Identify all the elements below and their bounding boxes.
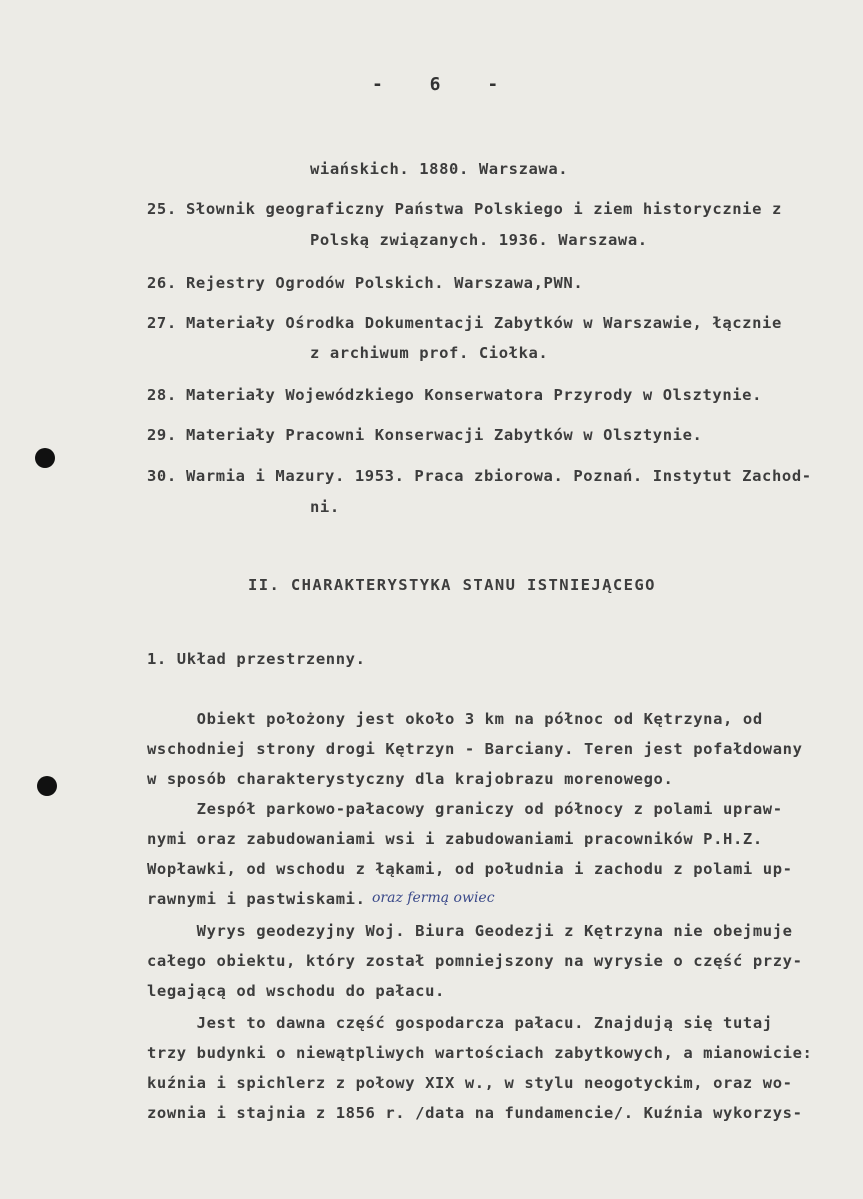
bib-line: z archiwum prof. Ciołka. — [310, 344, 549, 362]
body-line: trzy budynki o niewątpliwych wartościach zabytkowych, a mianowicie: — [147, 1044, 813, 1062]
punch-hole-top — [35, 448, 55, 468]
body-line: legającą od wschodu do pałacu. — [147, 982, 445, 1000]
bib-number: 27. — [147, 314, 177, 332]
bib-number: 28. — [147, 386, 177, 404]
bib-line: ni. — [310, 498, 340, 516]
body-line: zownia i stajnia z 1856 r. /data na fundamencie/. Kuźnia wykorzys- — [147, 1104, 803, 1122]
body-line: Wyrys geodezyjny Woj. Biura Geodezji z Kętrzyna nie obejmuje — [147, 922, 793, 940]
body-line: nymi oraz zabudowaniami wsi i zabudowaniami pracowników P.H.Z. — [147, 830, 763, 848]
body-line: całego obiektu, który został pomniejszony na wyrysie o część przy- — [147, 952, 803, 970]
body-line: wschodniej strony drogi Kętrzyn - Barciany. Teren jest pofałdowany — [147, 740, 803, 758]
bib-line: Słownik geograficzny Państwa Polskiego i ziem historycznie z — [186, 200, 782, 218]
section-heading: II. CHARAKTERYSTYKA STANU ISTNIEJĄCEGO — [248, 576, 656, 594]
bib-line: wiańskich. 1880. Warszawa. — [310, 160, 569, 178]
body-line: Zespół parkowo-pałacowy graniczy od północy z polami upraw- — [147, 800, 783, 818]
bib-number: 30. — [147, 467, 177, 485]
bib-number: 26. — [147, 274, 177, 292]
bib-line: Materiały Wojewódzkiego Konserwatora Przyrody w Olsztynie. — [186, 386, 763, 404]
subsection-heading: 1. Układ przestrzenny. — [147, 650, 366, 668]
bib-line: Materiały Pracowni Konserwacji Zabytków w Olsztynie. — [186, 426, 703, 444]
bib-line: Rejestry Ogrodów Polskich. Warszawa,PWN. — [186, 274, 584, 292]
body-line: kuźnia i spichlerz z połowy XIX w., w stylu neogotyckim, oraz wo- — [147, 1074, 793, 1092]
bib-line: Materiały Ośrodka Dokumentacji Zabytków w Warszawie, łącznie — [186, 314, 782, 332]
body-line: Wopławki, od wschodu z łąkami, od południa i zachodu z polami up- — [147, 860, 793, 878]
bib-number: 29. — [147, 426, 177, 444]
bib-line: Warmia i Mazury. 1953. Praca zbiorowa. Poznań. Instytut Zachod- — [186, 467, 812, 485]
handwritten-annotation: oraz fermą owiec — [372, 890, 495, 906]
bib-line: Polską związanych. 1936. Warszawa. — [310, 231, 648, 249]
page-number: - 6 - — [372, 74, 517, 95]
body-line: rawnymi i pastwiskami. — [147, 890, 366, 908]
body-line: Obiekt położony jest około 3 km na północ od Kętrzyna, od — [147, 710, 763, 728]
body-line: Jest to dawna część gospodarcza pałacu. Znajdują się tutaj — [147, 1014, 773, 1032]
bib-number: 25. — [147, 200, 177, 218]
punch-hole-bottom — [37, 776, 57, 796]
body-line: w sposób charakterystyczny dla krajobrazu morenowego. — [147, 770, 674, 788]
